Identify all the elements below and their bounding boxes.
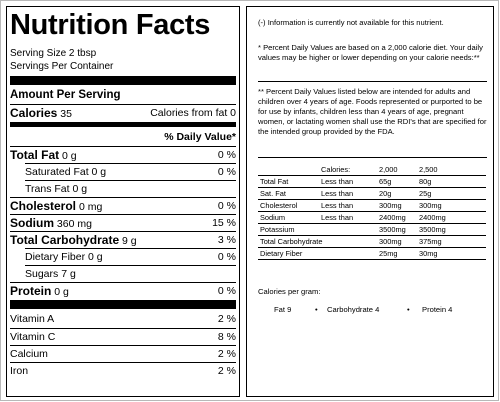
medium-divider (10, 122, 236, 127)
vitamin-label: Vitamin A (10, 313, 55, 325)
protein-per-gram: Protein 4 (422, 305, 453, 314)
adults-children-note: ** Percent Daily Values listed below are intended for adults and children over 4 years of age. Foods represented or purported to be for use by infants, children less than 4 years of age, pregnant women, or lactating women shall use the RDI's that are specified for the intended group provided by the FDA. (258, 87, 487, 136)
percent-daily-value-note: * Percent Daily Values are based on a 2,000 calorie diet. Your daily values may be higher or lower depending on your calorie needs:** (258, 43, 483, 62)
footnote-divider (258, 157, 487, 158)
dv-nutrient: Potassium (260, 225, 295, 234)
thick-divider-vitamins (10, 300, 236, 309)
trans-fat-row (25, 180, 236, 197)
dv-value-2500: 25g (419, 189, 432, 198)
cholesterol-amount: 0 mg (78, 201, 103, 213)
dv-header-2000: 2,000 (379, 165, 398, 174)
dv-value-2500: 80g (419, 177, 432, 186)
table-row (258, 188, 486, 200)
dv-qualifier: Less than (321, 177, 354, 186)
calories-row (10, 104, 236, 121)
sodium-pct: 15 % (212, 217, 236, 229)
table-row (258, 176, 486, 188)
protein-row (10, 282, 236, 299)
protein-pct: 0 % (217, 285, 236, 297)
total-carbohydrate-row (10, 231, 236, 248)
dv-value-2500: 3500mg (419, 225, 446, 234)
cholesterol-pct: 0 % (217, 200, 236, 212)
dv-nutrient: Sat. Fat (260, 189, 286, 198)
sodium-row (10, 214, 236, 231)
calories-label: Calories (10, 106, 58, 120)
table-row (258, 200, 486, 212)
dv-qualifier: Less than (321, 189, 354, 198)
dietary-fiber-amount: 0 g (88, 251, 103, 263)
cholesterol-label: Cholesterol (10, 199, 77, 213)
servings-per-container: Servings Per Container (10, 61, 114, 72)
protein-label: Protein (10, 284, 52, 298)
dv-nutrient: Cholesterol (260, 201, 298, 210)
dv-value-2000: 65g (379, 177, 392, 186)
dv-value-2000: 20g (379, 189, 392, 198)
calories-from-fat: Calories from fat 0 (150, 107, 236, 119)
saturated-fat-amount: 0 g (91, 166, 107, 178)
total-carbohydrate-label: Total Carbohydrate (10, 233, 120, 247)
vitamin-label: Vitamin C (10, 331, 56, 343)
serving-size: Serving Size 2 tbsp (10, 48, 97, 59)
total-fat-amount: 0 g (62, 150, 77, 162)
vitamin-label: Iron (10, 365, 29, 377)
total-fat-row (10, 146, 236, 163)
dv-header-2500: 2,500 (419, 165, 438, 174)
table-row (258, 236, 486, 248)
dv-table-header (258, 164, 486, 176)
dv-value-2500: 30mg (419, 249, 438, 258)
vitamin-row (10, 311, 236, 327)
protein-amount: 0 g (54, 286, 69, 298)
footnote-divider (258, 81, 487, 82)
dv-qualifier: Less than (321, 201, 354, 210)
vitamin-row (10, 328, 236, 345)
saturated-fat-row (25, 163, 236, 180)
dv-value-2000: 3500mg (379, 225, 406, 234)
vitamin-pct: 2 % (217, 365, 236, 377)
total-carbohydrate-pct: 3 % (217, 234, 236, 246)
carbohydrate-per-gram: Carbohydrate 4 (327, 305, 380, 314)
total-fat-label: Total Fat (10, 148, 60, 162)
table-row (258, 248, 486, 260)
vitamin-pct: 2 % (217, 348, 236, 360)
calories-per-gram-values (260, 305, 485, 317)
vitamin-label: Calcium (10, 348, 48, 360)
vitamin-pct: 2 % (217, 313, 236, 325)
dietary-fiber-pct: 0 % (217, 251, 236, 263)
sodium-label: Sodium (10, 216, 54, 230)
nutrition-facts-panel (6, 6, 240, 397)
dv-nutrient: Sodium (260, 213, 286, 222)
thick-divider (10, 76, 236, 85)
trans-fat-label: Trans Fat (25, 183, 70, 195)
dv-qualifier: Less than (321, 213, 354, 222)
calories-per-gram-label: Calories per gram: (258, 287, 321, 296)
dv-nutrient: Total Carbohydrate (260, 237, 323, 246)
sugars-amount: 7 g (61, 268, 76, 280)
not-available-note: (-) Information is currently not available for this nutrient. (258, 18, 444, 27)
sugars-row (25, 265, 236, 282)
dietary-fiber-row (25, 248, 236, 265)
total-carbohydrate-amount: 9 g (122, 235, 137, 247)
bullet-separator: • (315, 305, 318, 314)
saturated-fat-label: Saturated Fat (25, 166, 89, 178)
dv-value-2500: 2400mg (419, 213, 446, 222)
dv-nutrient: Dietary Fiber (260, 249, 303, 258)
amount-per-serving: Amount Per Serving (10, 89, 121, 101)
fat-per-gram: Fat 9 (274, 305, 292, 314)
dv-value-2500: 300mg (419, 201, 442, 210)
footnotes-panel (246, 6, 494, 397)
cholesterol-row (10, 197, 236, 214)
saturated-fat-pct: 0 % (217, 166, 236, 178)
dv-value-2000: 2400mg (379, 213, 406, 222)
table-row (258, 212, 486, 224)
dv-value-2000: 300mg (379, 237, 402, 246)
nutrition-facts-title: Nutrition Facts (10, 9, 211, 41)
sugars-label: Sugars (25, 268, 59, 280)
total-fat-pct: 0 % (217, 149, 236, 161)
trans-fat-amount: 0 g (72, 183, 88, 195)
dv-header-label: Calories: (321, 165, 351, 174)
dv-nutrient: Total Fat (260, 177, 289, 186)
vitamin-row (10, 362, 236, 379)
vitamin-pct: 8 % (217, 331, 236, 343)
dv-value-2500: 375mg (419, 237, 442, 246)
calories-value: 35 (60, 108, 72, 120)
daily-values-table (258, 164, 486, 260)
vitamin-row (10, 345, 236, 362)
bullet-separator: • (407, 305, 410, 314)
table-row (258, 224, 486, 236)
dv-value-2000: 300mg (379, 201, 402, 210)
sodium-amount: 360 mg (56, 218, 92, 230)
daily-value-header: % Daily Value* (164, 131, 236, 143)
dietary-fiber-label: Dietary Fiber (25, 251, 86, 263)
dv-value-2000: 25mg (379, 249, 398, 258)
